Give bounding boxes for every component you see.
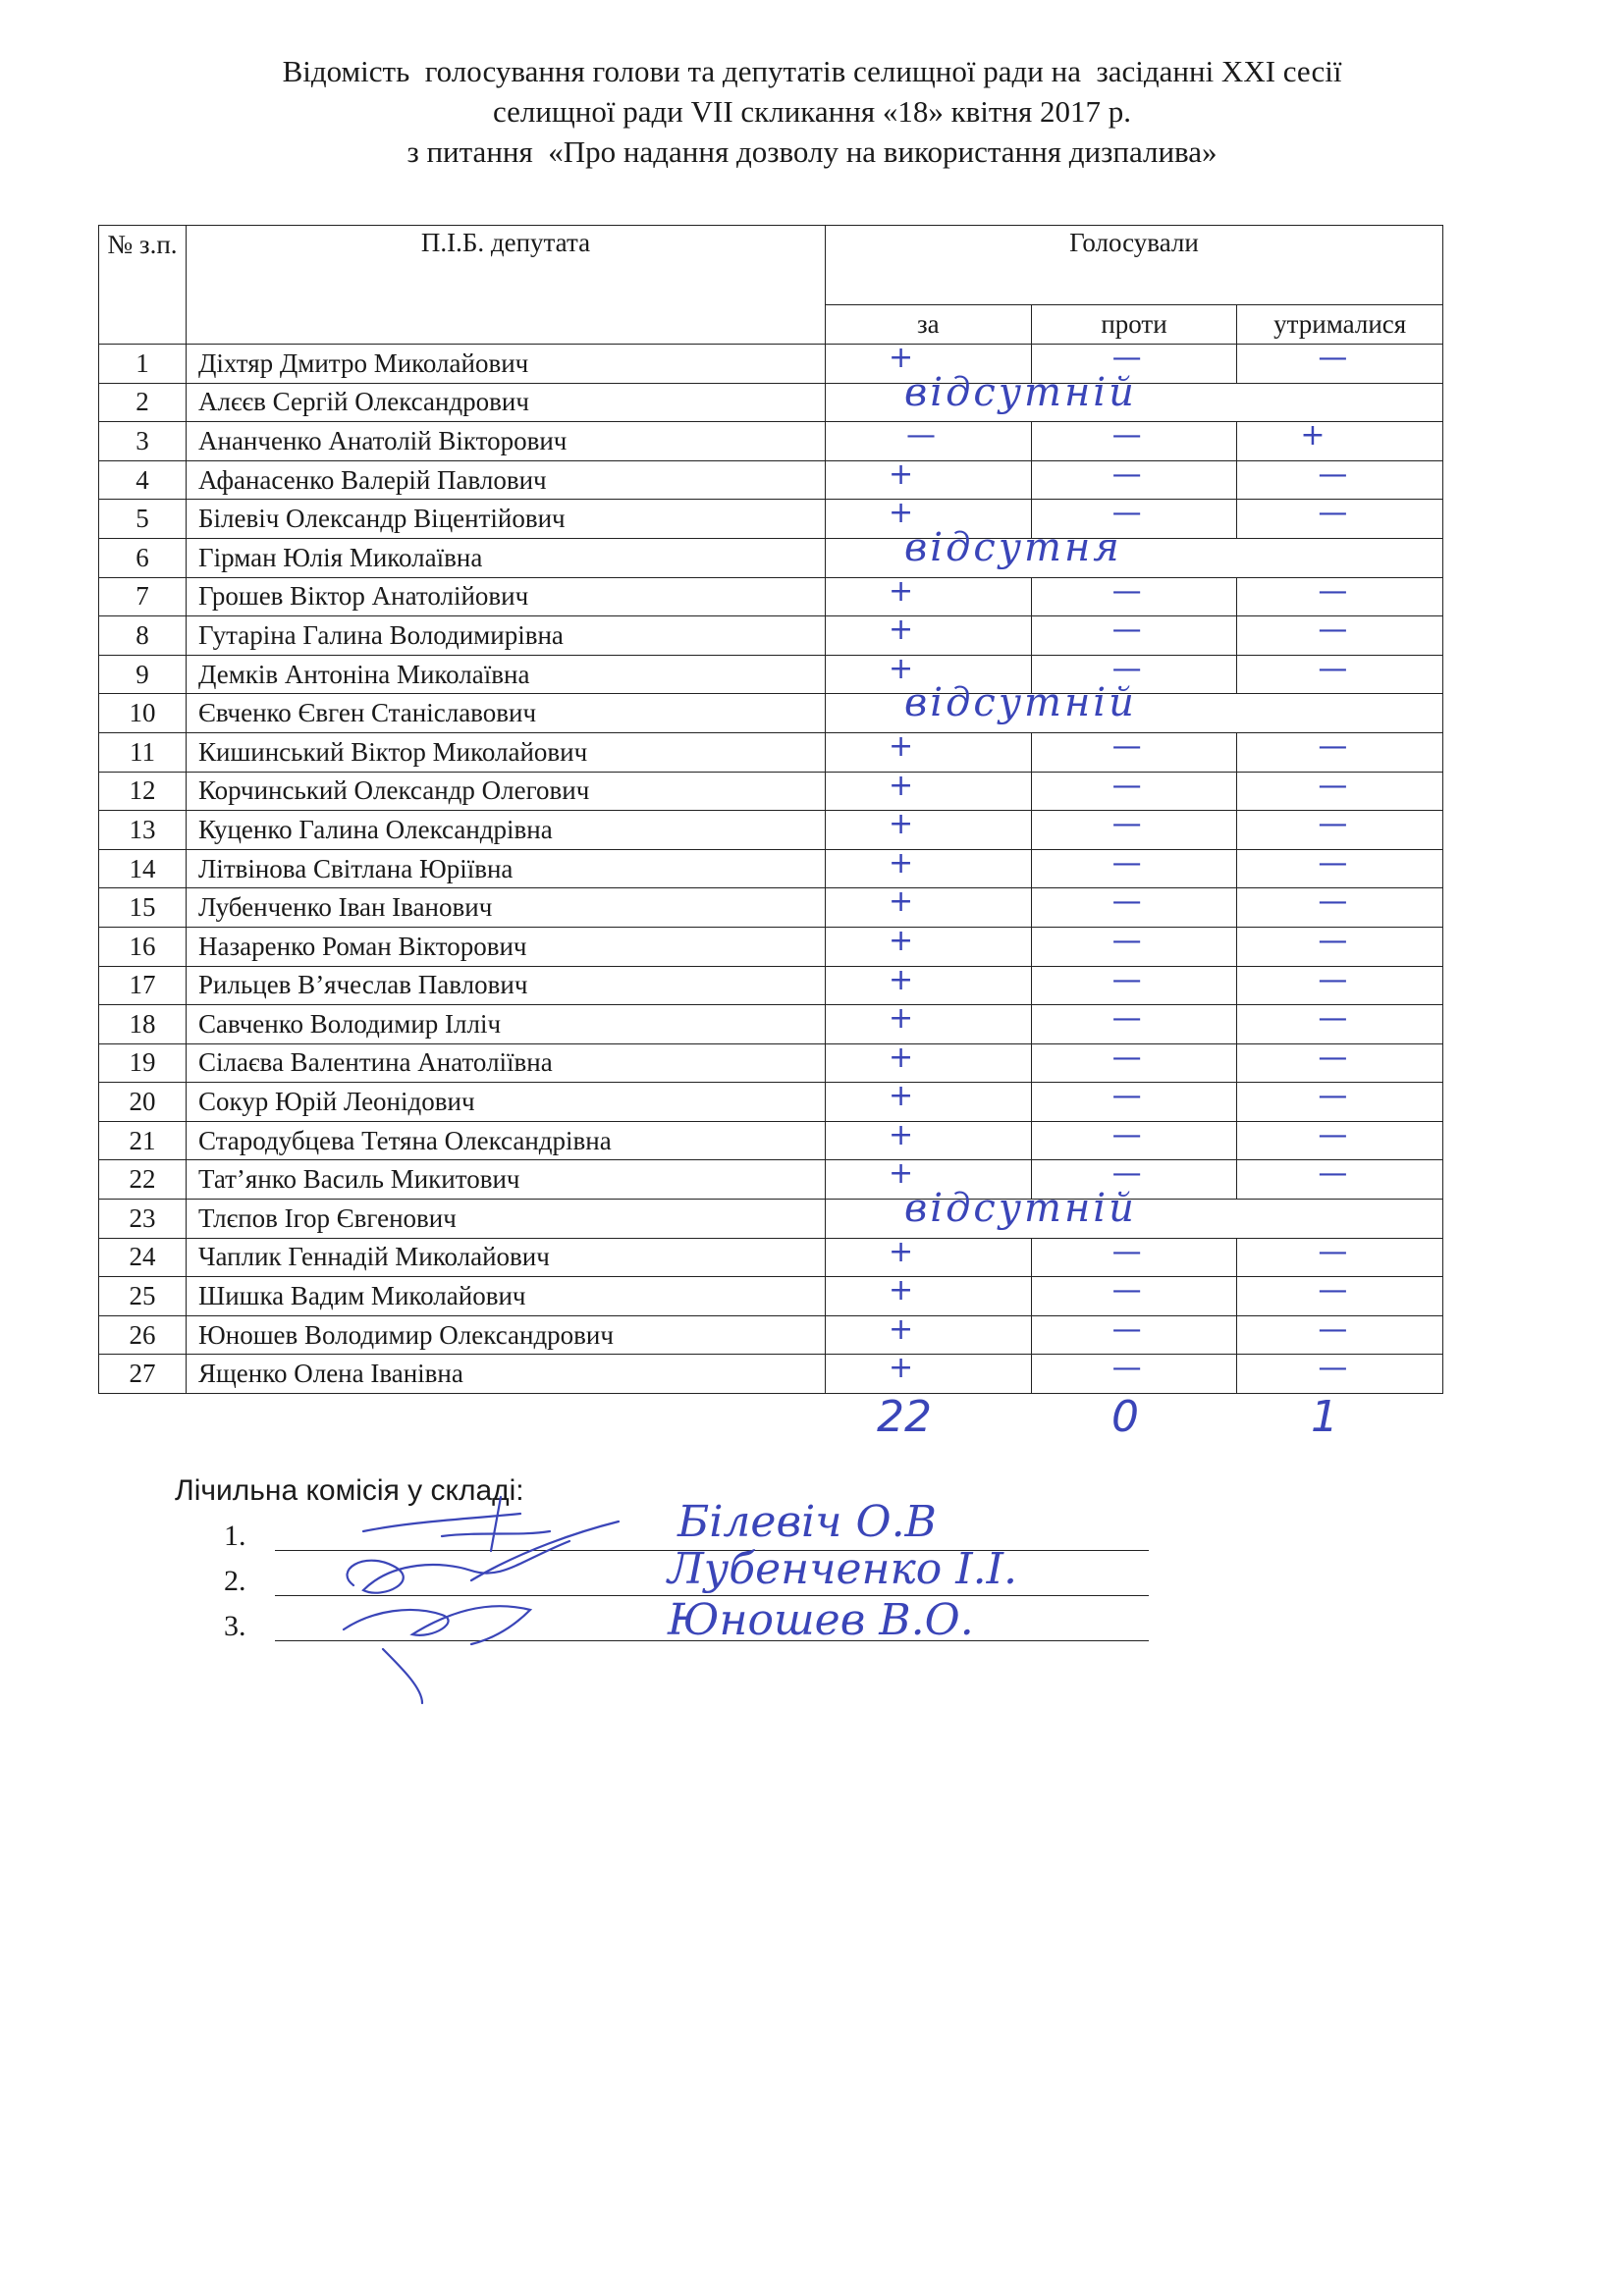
vote-against-mark: — bbox=[1111, 1351, 1142, 1386]
vote-for-mark: + bbox=[889, 1001, 914, 1037]
table-row bbox=[99, 1043, 1443, 1083]
vote-abstain-cell bbox=[1237, 1273, 1443, 1316]
table-row bbox=[99, 345, 1443, 384]
table-row bbox=[99, 460, 1443, 500]
vote-for-cell bbox=[826, 962, 1032, 1005]
total-abstain: 1 bbox=[1311, 1392, 1338, 1442]
row-number: 23 bbox=[99, 1200, 187, 1239]
title-line-1: Відомість голосування голови та депутатів селищної ради на засіданні XXI сесії bbox=[282, 54, 1342, 88]
vote-against-mark: — bbox=[1111, 1311, 1142, 1347]
table-row bbox=[99, 927, 1443, 966]
vote-for-cell bbox=[826, 1079, 1032, 1122]
vote-for-mark: + bbox=[889, 496, 914, 531]
vote-against-cell bbox=[1031, 1273, 1237, 1316]
vote-against-mark: — bbox=[1111, 768, 1142, 803]
vote-abstain-mark: — bbox=[1318, 341, 1348, 375]
vote-for-mark: + bbox=[889, 651, 914, 686]
vote-abstain-mark: — bbox=[1318, 845, 1348, 881]
row-number: 22 bbox=[99, 1160, 187, 1200]
vote-against-mark: — bbox=[1111, 1234, 1142, 1269]
deputy-name: Гірман Юлія Миколаївна bbox=[187, 538, 826, 577]
deputy-name: Ананченко Анатолій Вікторович bbox=[187, 422, 826, 461]
deputy-name: Тат’янко Василь Микитович bbox=[187, 1160, 826, 1200]
vote-abstain-mark: — bbox=[1318, 962, 1348, 997]
vote-for-mark: + bbox=[889, 1117, 914, 1152]
vote-for-mark: + bbox=[889, 573, 914, 609]
vote-against-mark: — bbox=[1111, 1117, 1142, 1152]
member-index: 2. bbox=[224, 1565, 246, 1597]
vote-for-cell bbox=[826, 728, 1032, 772]
vote-abstain-cell bbox=[1237, 651, 1443, 694]
vote-against-cell bbox=[1031, 1351, 1237, 1394]
vote-against-mark: — bbox=[1111, 456, 1142, 492]
deputy-name: Білевіч Олександр Віцентійович bbox=[187, 500, 826, 539]
vote-against-mark: — bbox=[1111, 728, 1142, 764]
vote-abstain-mark: — bbox=[1318, 1079, 1348, 1114]
vote-against-mark: — bbox=[1111, 1040, 1142, 1075]
table-row bbox=[99, 383, 1443, 422]
vote-against-cell bbox=[1031, 923, 1237, 966]
table-row bbox=[99, 655, 1443, 694]
absent-cell bbox=[826, 1186, 1443, 1239]
commission-member-3 bbox=[224, 1610, 246, 1643]
vote-against-cell bbox=[1031, 962, 1237, 1005]
row-number: 10 bbox=[99, 694, 187, 733]
vote-abstain-cell bbox=[1237, 807, 1443, 850]
vote-for-mark: + bbox=[889, 1040, 914, 1075]
row-number: 3 bbox=[99, 422, 187, 461]
row-number: 19 bbox=[99, 1043, 187, 1083]
vote-abstain-mark: — bbox=[1318, 613, 1348, 648]
row-number: 21 bbox=[99, 1121, 187, 1160]
deputy-name: Назаренко Роман Вікторович bbox=[187, 927, 826, 966]
vote-for-cell bbox=[826, 1234, 1032, 1277]
deputy-name: Кишинський Віктор Миколайович bbox=[187, 732, 826, 772]
row-number: 16 bbox=[99, 927, 187, 966]
deputy-name: Євченко Євген Станіславович bbox=[187, 694, 826, 733]
vote-abstain-cell bbox=[1237, 728, 1443, 772]
column-header-voted: Голосували bbox=[826, 226, 1443, 305]
deputy-name: Афанасенко Валерій Павлович bbox=[187, 460, 826, 500]
table-row bbox=[99, 422, 1443, 461]
handwritten-name-3: Юношев В.О. bbox=[668, 1595, 974, 1645]
table-row bbox=[99, 616, 1443, 656]
vote-abstain-cell bbox=[1237, 341, 1443, 384]
deputy-name: Шишка Вадим Миколайович bbox=[187, 1277, 826, 1316]
vote-against-cell bbox=[1031, 845, 1237, 888]
vote-for-mark: — bbox=[906, 418, 936, 454]
handwritten-name-2: Лубенченко І.І. bbox=[668, 1544, 1017, 1594]
absent-note: відсутній bbox=[904, 369, 1137, 415]
vote-abstain-mark: — bbox=[1318, 1273, 1348, 1308]
row-number: 9 bbox=[99, 655, 187, 694]
vote-for-cell bbox=[826, 923, 1032, 966]
vote-abstain-cell bbox=[1237, 1311, 1443, 1355]
vote-abstain-mark: — bbox=[1318, 1117, 1348, 1152]
table-row bbox=[99, 732, 1443, 772]
vote-for-mark: + bbox=[889, 807, 914, 842]
vote-abstain-cell bbox=[1237, 1234, 1443, 1277]
vote-for-cell bbox=[826, 613, 1032, 656]
vote-for-cell bbox=[826, 1001, 1032, 1044]
row-number: 7 bbox=[99, 577, 187, 616]
vote-against-cell bbox=[1031, 1040, 1237, 1083]
row-number: 5 bbox=[99, 500, 187, 539]
table-row bbox=[99, 538, 1443, 577]
table-row bbox=[99, 1315, 1443, 1355]
absent-note: відсутня bbox=[904, 524, 1122, 570]
row-number: 6 bbox=[99, 538, 187, 577]
vote-for-cell bbox=[826, 807, 1032, 850]
vote-abstain-cell bbox=[1237, 768, 1443, 811]
vote-for-mark: + bbox=[889, 845, 914, 881]
vote-against-cell bbox=[1031, 573, 1237, 616]
vote-against-cell bbox=[1031, 418, 1237, 461]
row-number: 4 bbox=[99, 460, 187, 500]
vote-against-mark: — bbox=[1111, 418, 1142, 454]
title-line-3: з питання «Про надання дозволу на використання дизпалива» bbox=[406, 134, 1218, 169]
vote-abstain-cell bbox=[1237, 418, 1443, 461]
vote-abstain-cell bbox=[1237, 1001, 1443, 1044]
row-number: 14 bbox=[99, 849, 187, 888]
vote-against-mark: — bbox=[1111, 613, 1142, 648]
row-number: 15 bbox=[99, 888, 187, 928]
vote-abstain-cell bbox=[1237, 1156, 1443, 1200]
vote-for-cell bbox=[826, 1311, 1032, 1355]
row-number: 27 bbox=[99, 1355, 187, 1394]
column-header-for: за bbox=[826, 305, 1032, 345]
deputy-name: Куценко Галина Олександрівна bbox=[187, 811, 826, 850]
table-row bbox=[99, 811, 1443, 850]
vote-against-mark: — bbox=[1111, 884, 1142, 920]
commission-member-2 bbox=[224, 1565, 246, 1598]
table-row bbox=[99, 849, 1443, 888]
vote-for-mark: + bbox=[889, 1311, 914, 1347]
deputy-name: Сілаєва Валентина Анатоліївна bbox=[187, 1043, 826, 1083]
absent-cell bbox=[826, 369, 1443, 422]
vote-abstain-mark: — bbox=[1318, 923, 1348, 958]
table-row bbox=[99, 577, 1443, 616]
member-index: 3. bbox=[224, 1610, 246, 1642]
vote-for-mark: + bbox=[889, 1156, 914, 1192]
column-header-against: проти bbox=[1031, 305, 1237, 345]
vote-abstain-cell bbox=[1237, 613, 1443, 656]
total-for: 22 bbox=[877, 1392, 932, 1442]
vote-abstain-cell bbox=[1237, 923, 1443, 966]
row-number: 13 bbox=[99, 811, 187, 850]
vote-against-cell bbox=[1031, 884, 1237, 928]
vote-against-mark: — bbox=[1111, 962, 1142, 997]
vote-against-mark: — bbox=[1111, 845, 1142, 881]
vote-abstain-cell bbox=[1237, 1117, 1443, 1160]
vote-for-cell bbox=[826, 1117, 1032, 1160]
column-header-name: П.І.Б. депутата bbox=[187, 226, 826, 345]
deputy-name: Савченко Володимир Ілліч bbox=[187, 1005, 826, 1044]
row-number: 26 bbox=[99, 1315, 187, 1355]
vote-against-cell bbox=[1031, 613, 1237, 656]
vote-abstain-mark: — bbox=[1318, 807, 1348, 842]
vote-against-cell bbox=[1031, 1311, 1237, 1355]
vote-for-mark: + bbox=[889, 1234, 914, 1269]
vote-against-cell bbox=[1031, 728, 1237, 772]
deputy-name: Літвінова Світлана Юріївна bbox=[187, 849, 826, 888]
deputy-name: Демків Антоніна Миколаївна bbox=[187, 655, 826, 694]
deputy-name: Тлєпов Ігор Євгенович bbox=[187, 1200, 826, 1239]
vote-abstain-mark: — bbox=[1318, 573, 1348, 609]
vote-abstain-mark: — bbox=[1318, 768, 1348, 803]
vote-for-cell bbox=[826, 573, 1032, 616]
vote-against-mark: — bbox=[1111, 1079, 1142, 1114]
total-against: 0 bbox=[1111, 1392, 1139, 1442]
deputy-name: Чаплик Геннадій Миколайович bbox=[187, 1238, 826, 1277]
vote-against-mark: — bbox=[1111, 1001, 1142, 1037]
vote-abstain-mark: — bbox=[1318, 1351, 1348, 1386]
row-number: 24 bbox=[99, 1238, 187, 1277]
vote-abstain-cell bbox=[1237, 1079, 1443, 1122]
vote-for-cell bbox=[826, 884, 1032, 928]
vote-abstain-mark: — bbox=[1318, 456, 1348, 492]
row-number: 18 bbox=[99, 1005, 187, 1044]
deputy-name: Грошев Віктор Анатолійович bbox=[187, 577, 826, 616]
table-row bbox=[99, 1083, 1443, 1122]
vote-for-cell bbox=[826, 1040, 1032, 1083]
vote-for-cell bbox=[826, 1273, 1032, 1316]
deputy-name: Ященко Олена Іванівна bbox=[187, 1355, 826, 1394]
deputy-name: Лубенченко Іван Іванович bbox=[187, 888, 826, 928]
table-row bbox=[99, 1200, 1443, 1239]
column-header-abstain: утрималися bbox=[1237, 305, 1443, 345]
table-row bbox=[99, 1005, 1443, 1044]
vote-abstain-cell bbox=[1237, 884, 1443, 928]
row-number: 12 bbox=[99, 772, 187, 811]
vote-against-cell bbox=[1031, 456, 1237, 500]
table-row bbox=[99, 500, 1443, 539]
vote-for-mark: + bbox=[889, 613, 914, 648]
vote-against-mark: — bbox=[1111, 341, 1142, 375]
vote-for-cell bbox=[826, 768, 1032, 811]
vote-for-cell bbox=[826, 1351, 1032, 1394]
table-row bbox=[99, 966, 1443, 1005]
vote-for-mark: + bbox=[889, 1079, 914, 1114]
vote-abstain-mark: — bbox=[1318, 1040, 1348, 1075]
signature-scribbles bbox=[324, 1492, 638, 1708]
voting-table bbox=[98, 225, 1443, 1394]
absent-note: відсутній bbox=[904, 1186, 1137, 1232]
vote-abstain-cell bbox=[1237, 1040, 1443, 1083]
vote-abstain-cell bbox=[1237, 845, 1443, 888]
vote-for-mark: + bbox=[889, 1351, 914, 1386]
vote-abstain-mark: — bbox=[1318, 496, 1348, 531]
vote-against-mark: — bbox=[1111, 651, 1142, 686]
vote-for-mark: + bbox=[889, 884, 914, 920]
vote-abstain-cell bbox=[1237, 573, 1443, 616]
absent-cell bbox=[826, 680, 1443, 733]
table-row bbox=[99, 1160, 1443, 1200]
deputy-name: Діхтяр Дмитро Миколайович bbox=[187, 345, 826, 384]
vote-against-mark: — bbox=[1111, 1156, 1142, 1192]
document-title bbox=[0, 51, 1624, 172]
handwritten-name-1: Білевіч О.В bbox=[677, 1497, 937, 1547]
deputy-name: Рильцев В’ячеслав Павлович bbox=[187, 966, 826, 1005]
vote-for-mark: + bbox=[889, 728, 914, 764]
vote-for-mark: + bbox=[889, 923, 914, 958]
vote-against-mark: — bbox=[1111, 573, 1142, 609]
vote-for-mark: + bbox=[889, 768, 914, 803]
vote-against-mark: — bbox=[1111, 807, 1142, 842]
table-row bbox=[99, 1121, 1443, 1160]
voting-table-body bbox=[99, 341, 1443, 1394]
vote-for-mark: + bbox=[889, 1273, 914, 1308]
commission-member-1 bbox=[224, 1520, 246, 1553]
absent-cell bbox=[826, 524, 1443, 577]
absent-note: відсутній bbox=[904, 680, 1137, 726]
row-number: 8 bbox=[99, 616, 187, 656]
row-number: 1 bbox=[99, 345, 187, 384]
column-header-number: № з.п. bbox=[99, 226, 187, 345]
row-number: 17 bbox=[99, 966, 187, 1005]
vote-for-mark: + bbox=[889, 341, 914, 375]
table-row bbox=[99, 1277, 1443, 1316]
vote-for-cell bbox=[826, 845, 1032, 888]
vote-abstain-mark: — bbox=[1318, 884, 1348, 920]
row-number: 2 bbox=[99, 383, 187, 422]
row-number: 20 bbox=[99, 1083, 187, 1122]
vote-abstain-cell bbox=[1237, 496, 1443, 539]
table-row bbox=[99, 1238, 1443, 1277]
deputy-name: Юношев Володимир Олександрович bbox=[187, 1315, 826, 1355]
vote-abstain-mark: — bbox=[1318, 1234, 1348, 1269]
vote-for-mark: + bbox=[889, 962, 914, 997]
vote-against-cell bbox=[1031, 1234, 1237, 1277]
vote-abstain-mark: — bbox=[1318, 728, 1348, 764]
deputy-name: Алєєв Сергій Олександрович bbox=[187, 383, 826, 422]
row-number: 25 bbox=[99, 1277, 187, 1316]
vote-for-cell bbox=[826, 418, 1032, 461]
vote-against-cell bbox=[1031, 768, 1237, 811]
vote-against-cell bbox=[1031, 1001, 1237, 1044]
vote-against-cell bbox=[1031, 1079, 1237, 1122]
vote-abstain-mark: + bbox=[1300, 418, 1326, 454]
vote-for-cell bbox=[826, 456, 1032, 500]
vote-abstain-cell bbox=[1237, 1351, 1443, 1394]
deputy-name: Корчинський Олександр Олегович bbox=[187, 772, 826, 811]
table-row bbox=[99, 1355, 1443, 1394]
deputy-name: Сокур Юрій Леонідович bbox=[187, 1083, 826, 1122]
vote-against-mark: — bbox=[1111, 1273, 1142, 1308]
vote-against-mark: — bbox=[1111, 923, 1142, 958]
counting-commission-title: Лічильна комісія у складі: bbox=[175, 1474, 524, 1507]
deputy-name: Гутаріна Галина Володимирівна bbox=[187, 616, 826, 656]
table-row bbox=[99, 888, 1443, 928]
row-number: 11 bbox=[99, 732, 187, 772]
deputy-name: Стародубцева Тетяна Олександрівна bbox=[187, 1121, 826, 1160]
vote-abstain-cell bbox=[1237, 456, 1443, 500]
vote-abstain-cell bbox=[1237, 962, 1443, 1005]
title-line-2: селищної ради VII скликання «18» квітня 2017 р. bbox=[492, 94, 1132, 129]
vote-abstain-mark: — bbox=[1318, 1311, 1348, 1347]
vote-against-cell bbox=[1031, 1117, 1237, 1160]
table-row bbox=[99, 772, 1443, 811]
vote-against-mark: — bbox=[1111, 496, 1142, 531]
vote-abstain-mark: — bbox=[1318, 651, 1348, 686]
vote-for-mark: + bbox=[889, 456, 914, 492]
vote-against-cell bbox=[1031, 807, 1237, 850]
table-row bbox=[99, 694, 1443, 733]
vote-abstain-mark: — bbox=[1318, 1001, 1348, 1037]
member-index: 1. bbox=[224, 1520, 246, 1552]
vote-abstain-mark: — bbox=[1318, 1156, 1348, 1192]
